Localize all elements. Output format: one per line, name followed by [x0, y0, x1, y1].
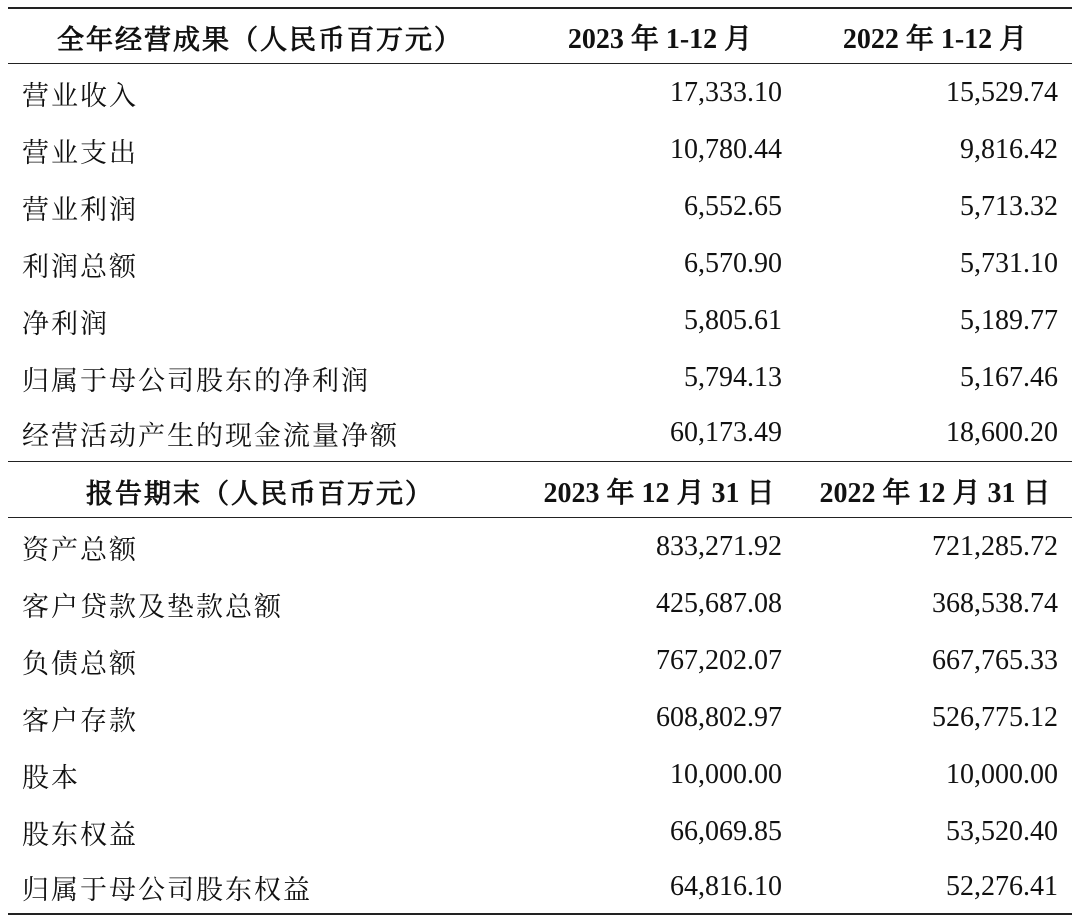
table-row	[0, 747, 1080, 803]
value-2023: 10,780.44	[670, 134, 782, 165]
value-2022: 10,000.00	[946, 759, 1058, 790]
table-row	[0, 293, 1080, 349]
table-row	[0, 690, 1080, 746]
value-2023: 64,816.10	[670, 871, 782, 902]
value-2023: 833,271.92	[656, 531, 782, 562]
section-divider-rule	[8, 461, 1072, 462]
table-row	[0, 179, 1080, 235]
value-2023: 6,552.65	[684, 191, 782, 222]
value-2022: 5,731.10	[960, 248, 1058, 279]
row-label: 归属于母公司股东权益	[22, 874, 312, 906]
row-label: 归属于母公司股东的净利润	[22, 365, 370, 397]
row-label: 客户贷款及垫款总额	[22, 591, 283, 623]
value-2023: 5,805.61	[684, 305, 782, 336]
value-2022: 5,189.77	[960, 305, 1058, 336]
section1-header-col-2022: 2022 年 1-12 月	[842, 24, 1028, 55]
table-row	[0, 519, 1080, 575]
table-row	[0, 405, 1080, 461]
value-2022: 368,538.74	[932, 588, 1058, 619]
value-2023: 767,202.07	[656, 645, 782, 676]
section2-header-col-2023: 2023 年 12 月 31 日	[543, 478, 775, 509]
section1-header-col-2023: 2023 年 1-12 月	[567, 24, 753, 55]
table-row	[0, 122, 1080, 178]
row-label: 客户存款	[22, 705, 138, 737]
value-2023: 17,333.10	[670, 77, 782, 108]
row-label: 营业利润	[22, 194, 138, 226]
row-label: 净利润	[22, 308, 109, 340]
table-row	[0, 859, 1080, 915]
row-label: 经营活动产生的现金流量净额	[22, 420, 399, 452]
value-2023: 10,000.00	[670, 759, 782, 790]
value-2023: 5,794.13	[684, 362, 782, 393]
table-row	[0, 804, 1080, 860]
row-label: 营业支出	[22, 137, 138, 169]
table-row	[0, 236, 1080, 292]
value-2022: 52,276.41	[946, 871, 1058, 902]
table-row	[0, 350, 1080, 406]
value-2022: 18,600.20	[946, 417, 1058, 448]
value-2023: 60,173.49	[670, 417, 782, 448]
value-2022: 667,765.33	[932, 645, 1058, 676]
section1-header-title: 全年经营成果（人民币百万元）	[57, 24, 463, 56]
value-2023: 425,687.08	[656, 588, 782, 619]
row-label: 资产总额	[22, 534, 138, 566]
section2-header-title: 报告期末（人民币百万元）	[86, 478, 434, 510]
value-2022: 53,520.40	[946, 816, 1058, 847]
value-2023: 66,069.85	[670, 816, 782, 847]
value-2022: 721,285.72	[932, 531, 1058, 562]
value-2022: 15,529.74	[946, 77, 1058, 108]
row-label: 股本	[22, 762, 80, 794]
table-row	[0, 576, 1080, 632]
value-2022: 9,816.42	[960, 134, 1058, 165]
section2-header-row	[0, 463, 1080, 519]
value-2023: 608,802.97	[656, 702, 782, 733]
value-2022: 526,775.12	[932, 702, 1058, 733]
table-row	[0, 633, 1080, 689]
value-2023: 6,570.90	[684, 248, 782, 279]
section2-header-col-2022: 2022 年 12 月 31 日	[819, 478, 1051, 509]
table-row	[0, 65, 1080, 121]
row-label: 利润总额	[22, 251, 138, 283]
row-label: 营业收入	[22, 80, 138, 112]
value-2022: 5,713.32	[960, 191, 1058, 222]
value-2022: 5,167.46	[960, 362, 1058, 393]
row-label: 负债总额	[22, 648, 138, 680]
row-label: 股东权益	[22, 819, 138, 851]
section1-header-row	[0, 9, 1080, 65]
